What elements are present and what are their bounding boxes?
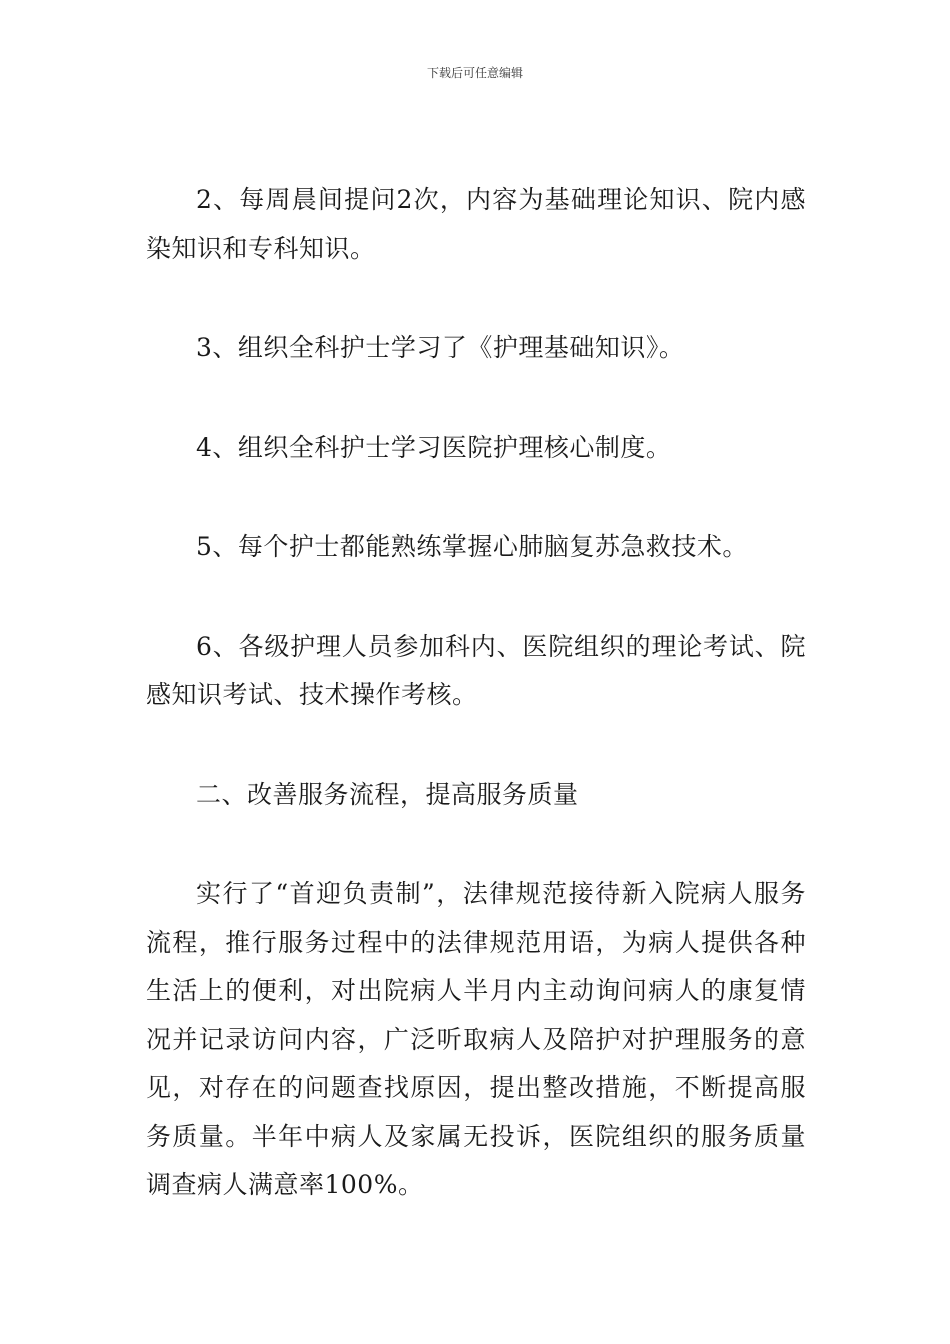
paragraph-item-2: 2、每周晨间提问2次，内容为基础理论知识、院内感染知识和专科知识。: [146, 185, 806, 263]
page-header: 下载后可任意编辑: [426, 66, 523, 80]
section-heading: 二、改善服务流程，提高服务质量: [196, 779, 579, 809]
paragraph-item-5: 5、每个护士都能熟练掌握心肺脑复苏急救技术。: [196, 532, 748, 561]
paragraph-item-4: 4、组织全科护士学习医院护理核心制度。: [196, 432, 672, 462]
document-body: [146, 176, 806, 1210]
paragraph-item-3: 3、组织全科护士学习了《护理基础知识》。: [196, 333, 685, 362]
paragraph-service: 实行了“首迎负责制”，法律规范接待新入院病人服务流程，推行服务过程中的法律规范用语，为病人提供各种生活上的便利，对出院病人半月内主动询问病人的康复情况并记录访问内容，广泛听取病人及陪护对护理服务的意见，对存在的问题查找原因，提出整改措施，不断提高服务质量。半年中病人及家属无投诉，医院组织的服务质量调查病人满意率100%。: [146, 879, 806, 1199]
paragraph-item-6: 6、各级护理人员参加科内、医院组织的理论考试、院感知识考试、技术操作考核。: [146, 631, 806, 709]
